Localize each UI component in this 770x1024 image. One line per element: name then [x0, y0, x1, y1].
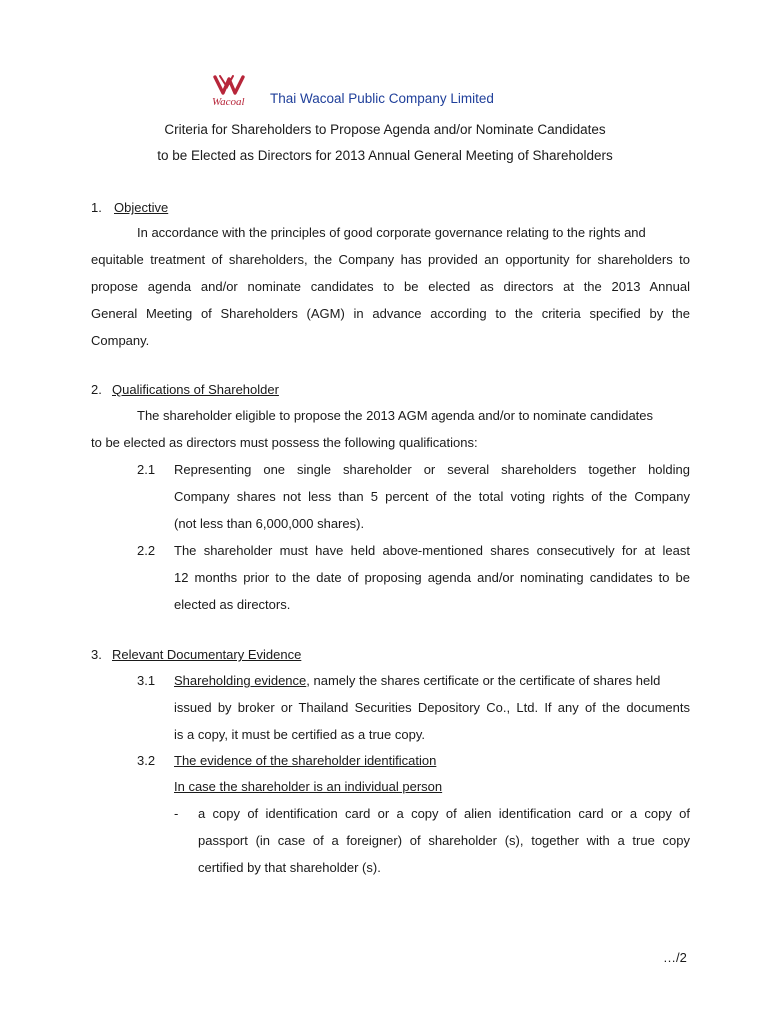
- section-1-heading: Objective: [114, 200, 169, 215]
- document-title-line-2: to be Elected as Directors for 2013 Annual General Meeting of Shareholders: [157, 148, 613, 163]
- section-2-line: to be elected as directors must possess the following qualifications:: [91, 435, 478, 450]
- logo-text: Wacoal: [212, 96, 245, 107]
- section-1-line: General Meeting of Shareholders (AGM) in advance according to the criteria specified by the: [91, 306, 690, 321]
- item-2-1-line: Company shares not less than 5 percent of the total voting rights of the Company: [174, 489, 690, 504]
- item-2-1-number: 2.1: [137, 462, 156, 477]
- section-2-heading: Qualifications of Shareholder: [112, 382, 279, 397]
- item-2-2-line: The shareholder must have held above-mentioned shares consecutively for at least: [174, 543, 690, 558]
- page-continuation-marker: …/2: [663, 950, 687, 965]
- bullet-line: passport (in case of a foreigner) of shareholder (s), together with a true copy: [198, 833, 690, 848]
- item-3-1-lead-rest: , namely the shares certificate or the certificate of shares held: [306, 673, 661, 688]
- document-title-line-1: Criteria for Shareholders to Propose Agenda and/or Nominate Candidates: [164, 122, 606, 137]
- item-2-1-line: Representing one single shareholder or several shareholders together holding: [174, 462, 690, 477]
- bullet-marker: -: [174, 806, 179, 821]
- section-1-line: Company.: [91, 333, 150, 348]
- section-1-line: propose agenda and/or nominate candidates to be elected as directors at the 2013 Annual: [91, 279, 690, 294]
- bullet-line: a copy of identification card or a copy of alien identification card or a copy of: [198, 806, 690, 821]
- section-3-number: 3.: [91, 647, 102, 662]
- section-1-line: In accordance with the principles of good corporate governance relating to the rights and: [137, 225, 646, 240]
- company-name: Thai Wacoal Public Company Limited: [270, 91, 494, 106]
- item-3-2-sub-heading: In case the shareholder is an individual person: [174, 779, 443, 794]
- item-3-2-lead: The evidence of the shareholder identification: [174, 753, 437, 768]
- wacoal-logo: [211, 73, 255, 107]
- section-1-number: 1.: [91, 200, 102, 215]
- section-2-number: 2.: [91, 382, 102, 397]
- item-3-1-line: issued by broker or Thailand Securities Depository Co., Ltd. If any of the documents: [174, 700, 690, 715]
- wacoal-logo-icon: [211, 73, 255, 107]
- item-3-2-number: 3.2: [137, 753, 156, 768]
- item-3-1-number: 3.1: [137, 673, 156, 688]
- item-3-1-first-line: [174, 673, 660, 688]
- item-3-1-line: is a copy, it must be certified as a true copy.: [174, 727, 425, 742]
- section-1-line: equitable treatment of shareholders, the Company has provided an opportunity for shareholders to: [91, 252, 690, 267]
- item-3-1-lead: Shareholding evidence: [174, 673, 307, 688]
- section-2-line: The shareholder eligible to propose the 2013 AGM agenda and/or to nominate candidates: [137, 408, 654, 423]
- item-2-2-line: elected as directors.: [174, 597, 291, 612]
- bullet-line: certified by that shareholder (s).: [198, 860, 381, 875]
- item-2-2-line: 12 months prior to the date of proposing agenda and/or nominating candidates to be: [174, 570, 690, 585]
- item-2-2-number: 2.2: [137, 543, 156, 558]
- item-2-1-line: (not less than 6,000,000 shares).: [174, 516, 365, 531]
- section-3-heading: Relevant Documentary Evidence: [112, 647, 302, 662]
